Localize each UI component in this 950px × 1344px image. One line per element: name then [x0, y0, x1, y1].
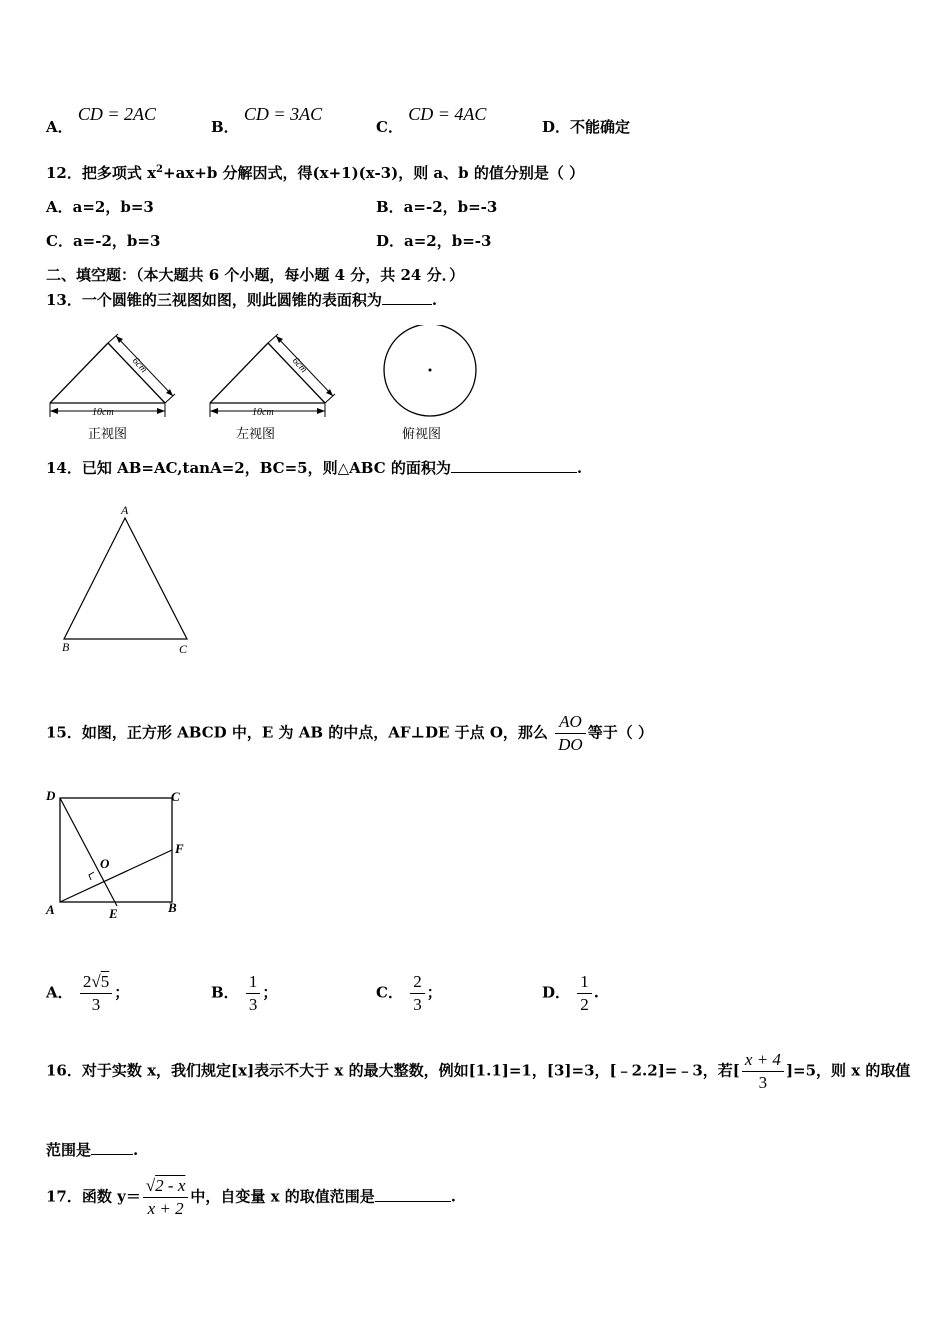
q13-stem: 13．一个圆锥的三视图如图，则此圆锥的表面积为 .: [46, 291, 438, 309]
q16-fraction: $\frac{x + 4}{3}$: [742, 1050, 784, 1093]
square-abcd: [60, 798, 172, 902]
q15-option-c-fraction: $\frac{2}{3}$: [410, 972, 425, 1015]
q16-stem: 16．对于实数 x，我们规定[x]表示不大于 x 的最大整数，例如[1.1]=1，[3]=3，[﹣2.2]=﹣3，若[ $\frac{x + 4}{3}$ ]=5，则 x 的取值: [46, 1050, 911, 1092]
q15-option-a-fraction: $\frac{2√5}{3}$: [80, 972, 112, 1015]
q14-label-b: B: [62, 640, 70, 654]
q16-answer-blank: [91, 1140, 133, 1155]
q15-fraction: $\frac{AO}{DO}$: [555, 712, 586, 755]
q15-label-a: A: [46, 902, 55, 917]
q13-front-base-label: 10cm: [92, 407, 114, 418]
q13-answer-blank: [382, 290, 432, 305]
q14-label-c: C: [179, 642, 188, 656]
q12-option-b: B．a=-2，b=-3: [376, 198, 498, 216]
right-angle-mark: [89, 872, 94, 880]
q11-option-c: C． CD = 4AC: [376, 104, 487, 136]
q15-option-d: D． $\frac{1}{2}$ .: [542, 972, 599, 1014]
segment-de: [60, 798, 117, 906]
q13-left-slant-label: 6cm: [289, 355, 310, 376]
q15-option-a: A． $\frac{2√5}{3}$ ；: [46, 972, 130, 1014]
q11-option-b-math: CD = 3AC: [243, 104, 323, 124]
q13-front-caption: 正视图: [88, 426, 128, 441]
q15-option-d-fraction: $\frac{1}{2}$: [577, 972, 592, 1015]
q17-answer-blank: [375, 1187, 451, 1202]
q14-stem: 14．已知 AB=AC,tanA=2，BC=5，则△ABC 的面积为 .: [46, 459, 583, 477]
q13-top-view-center: [429, 369, 432, 372]
q12-option-a: A．a=2，b=3: [46, 198, 154, 216]
q11-option-b: B． CD = 3AC: [211, 104, 323, 136]
q15-option-c: C． $\frac{2}{3}$ ；: [376, 972, 442, 1014]
q13-front-view: [50, 334, 175, 418]
q11-option-a-math: CD = 2AC: [77, 104, 157, 124]
q12-option-d: D．a=2，b=-3: [376, 232, 492, 250]
q14-label-a: A: [121, 503, 129, 517]
q14-answer-blank: [451, 458, 577, 473]
section-2-heading: 二、填空题：（本大题共 6 个小题，每小题 4 分，共 24 分．）: [46, 266, 465, 284]
q13-left-base-label: 10cm: [252, 407, 274, 418]
q11-option-a: A． CD = 2AC: [46, 104, 157, 136]
q13-front-slant-label: 6cm: [129, 355, 150, 376]
q15-label-d: D: [46, 788, 56, 803]
q16-stem-line-2: 范围是 .: [46, 1141, 139, 1159]
q14-triangle-figure: [55, 500, 205, 660]
q15-label-o: O: [100, 856, 110, 871]
q13-left-caption: 左视图: [236, 426, 276, 441]
q15-stem: 15．如图，正方形 ABCD 中，E 为 AB 的中点，AF⊥DE 于点 O，那么 $\frac{AO}{DO}$ 等于（ ）: [46, 712, 653, 754]
q11-option-c-math: CD = 4AC: [408, 104, 487, 124]
q15-label-e: E: [109, 906, 118, 921]
q17-stem: 17．函数 y＝ $\frac{√2 - x}{x + 2}$ 中，自变量 x 的取值范围是 .: [46, 1176, 457, 1218]
q15-label-b: B: [168, 900, 177, 915]
q12-stem: 12．把多项式 $x^2+ax+b$ 分解因式，得(x+1)(x-3)，则 a、b 的值分别是（ ）: [46, 164, 585, 182]
segment-af: [60, 850, 172, 902]
q13-three-view-figure: [40, 325, 500, 450]
q13-left-view: [210, 334, 335, 418]
q15-label-f: F: [175, 841, 184, 856]
q11-option-d: D．不能确定: [542, 118, 631, 136]
q12-option-c: C．a=-2，b=3: [46, 232, 161, 250]
q17-fraction: $\frac{√2 - x}{x + 2}$: [143, 1176, 189, 1219]
q15-option-b-fraction: $\frac{1}{3}$: [246, 972, 261, 1015]
q15-label-c: C: [171, 789, 180, 804]
q15-option-b: B． $\frac{1}{3}$ ；: [211, 972, 278, 1014]
q15-square-figure: [40, 780, 200, 925]
q13-top-caption: 俯视图: [402, 426, 442, 441]
triangle-abc: [64, 518, 187, 639]
